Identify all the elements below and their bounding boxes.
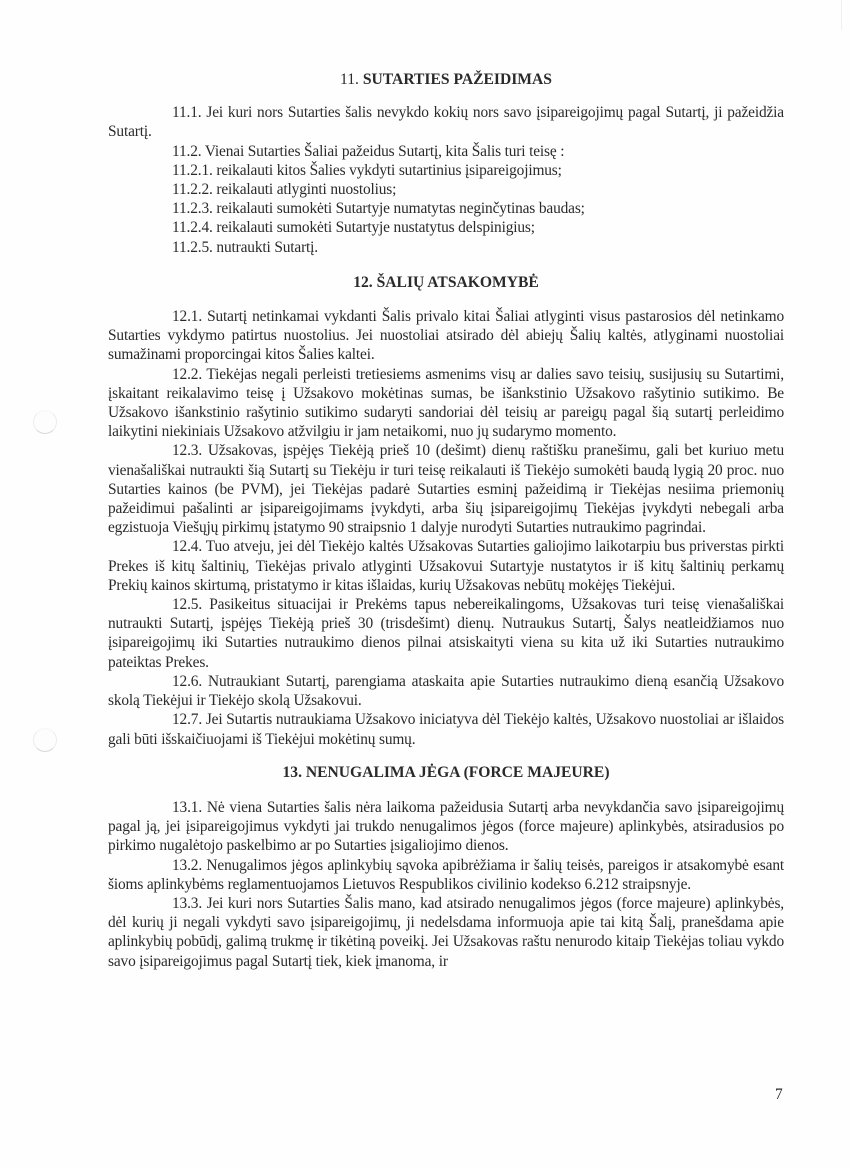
clause-12-2: 12.2. Tiekėjas negali perleisti tretiesiems asmenims visų ar dalies savo teisių, susijusių su Sutartimi, įskaitant reikalavimo teisę į Užsakovo mokėtinas sumas, be išankstinio Užsakovo rašytinio sutikimo. Be Užsakovo išankstinio rašytinio sutikimo sudaryti sandoriai dėl teisių ar pareigų pagal šią sutartį perleidimo laikytini niekiniais Užsakovo atžvilgiu ir jam netaikomi, nuo jų sudarymo momento. xyxy=(108,365,784,441)
clause-11-2-5: 11.2.5. nutraukti Sutartį. xyxy=(172,238,319,256)
section-heading xyxy=(108,763,784,782)
clause-11-2-3: 11.2.3. reikalauti sumokėti Sutartyje numatytas neginčytinas baudas; xyxy=(172,200,585,218)
punch-hole-mark xyxy=(33,728,57,752)
clause-13-2: 13.2. Nenugalimos jėgos aplinkybių sąvoka apibrėžiama ir šalių teisės, pareigos ir atsakomybė esant šioms aplinkybėms reglamentuojamos Lietuvos Respublikos civilinio kodekso 6.212 straipsnyje. xyxy=(108,856,784,893)
section-12 xyxy=(108,273,784,749)
clause-12-3: 12.3. Užsakovas, įspėjęs Tiekėją prieš 10 (dešimt) dienų raštišku pranešimu, gali bet kuriuo metu vienašališkai nutraukti šią Sutartį su Tiekėju ir turi teisę reikalauti iš Tiekėjo sumokėti baudą lygią 20 proc. nuo Sutarties kainos (be PVM), jei Tiekėjas padarė Sutarties esminį pažeidimą ir Tiekėjas nesiima priemonių pažeidimui pašalinti ar įsipareigojimams įvykdyti, arba šių įsipareigojimų Tiekėjas įvykdyti nebegali arba egzistuoja Viešųjų pirkimų įstatymo 90 straipsnio 1 dalyje nurodyti Sutarties nutraukimo pagrindai. xyxy=(108,442,784,537)
clause-11-1: 11.1. Jei kuri nors Sutarties šalis nevykdo kokių nors savo įsipareigojimų pagal Sutartį, ji pažeidžia Sutartį. xyxy=(108,104,784,141)
punch-hole-mark xyxy=(33,410,57,434)
clause-12-5: 12.5. Pasikeitus situacijai ir Prekėms tapus nebereikalingoms, Užsakovas turi teisę vienašališkai nutraukti Sutartį, įspėjęs Tiekėją prieš 30 (trisdešimt) dienų. Nutraukus Sutartį, Šalys neatleidžiamos nuo įsipareigojimų iki Sutarties nutraukimo dienos pilnai atsiskaityti viena su kita už iki Sutarties nutraukimo pateiktas Prekes. xyxy=(108,596,784,671)
page-number: 7 xyxy=(775,1086,783,1103)
clause-11-2-2: 11.2.2. reikalauti atlyginti nuostolius; xyxy=(172,181,397,199)
clause-11-2: 11.2. Vienai Sutarties Šaliai pažeidus Sutartį, kita Šalis turi teisę : xyxy=(172,142,565,160)
section-title: SUTARTIES PAŽEIDIMAS xyxy=(362,71,552,88)
clause-12-6: 12.6. Nutraukiant Sutartį, parengiama ataskaita apie Sutarties nutraukimo dieną esančią Užsakovo skolą Tiekėjui ir Tiekėjo skolą Užsakovui. xyxy=(108,672,784,710)
section-11 xyxy=(108,70,784,257)
section-title: NENUGALIMA JĖGA (FORCE MAJEURE) xyxy=(305,763,610,781)
section-heading xyxy=(108,273,784,292)
section-number: 13. xyxy=(282,763,302,781)
clause-12-1: 12.1. Sutartį netinkamai vykdanti Šalis privalo kitai Šaliai atlyginti visus pastarosios dėl netinkamo Sutarties vykdymo patirtus nuostolius. Jei nuostoliai atsirado dėl abiejų Šalių kaltės, atlyginami nuostoliai sumažinami proporcingai kitos Šalies kaltei. xyxy=(108,308,784,364)
section-13 xyxy=(108,763,784,971)
section-heading xyxy=(108,70,784,89)
clause-12-7: 12.7. Jei Sutartis nutraukiama Užsakovo iniciatyva dėl Tiekėjo kaltės, Užsakovo nuostoliai ar išlaidos gali būti išskaičiuojami iš Tiekėjui mokėtinų sumų. xyxy=(108,711,784,748)
section-number: 11. xyxy=(340,71,359,88)
section-number: 12. xyxy=(353,273,373,291)
clause-12-4: 12.4. Tuo atveju, jei dėl Tiekėjo kaltės Užsakovas Sutarties galiojimo laikotarpiu bus priverstas pirkti Prekes iš kitų šaltinių, Tiekėjas privalo atlyginti Užsakovui Sutartyje nustatytos ir iš kitų šaltinių perkamų Prekių kainos skirtumą, pristatymo ir kitas išlaidas, kurių Užsakovas nebūtų mokėjęs Tiekėjui. xyxy=(108,538,784,594)
section-title: ŠALIŲ ATSAKOMYBĖ xyxy=(376,273,539,291)
clause-11-2-4: 11.2.4. reikalauti sumokėti Sutartyje nustatytus delspinigius; xyxy=(172,219,535,237)
clause-13-1: 13.1. Nė viena Sutarties šalis nėra laikoma pažeidusia Sutartį arba nevykdančia savo įsipareigojimų pagal ją, jei įsipareigojimus vykdyti jai trukdo nenugalimos jėgos (force majeure) aplinkybės, atsiradusios po pirkimo nugalėtojo paskelbimo ar po Sutarties įsigaliojimo dienos. xyxy=(108,798,784,855)
clause-13-3: 13.3. Jei kuri nors Sutarties Šalis mano, kad atsirado nenugalimos jėgos (force majeure) aplinkybės, dėl kurių ji negali vykdyti savo įsipareigojimų, ji nedelsdama informuoja apie tai kitą Šalį, pranešdama apie aplinkybių pobūdį, galimą trukmę ir tikėtiną poveikį. Jei Užsakovas raštu nenurodo kitaip Tiekėjas toliau vykdo savo įsipareigojimus pagal Sutartį tiek, kiek įmanoma, ir xyxy=(108,894,784,970)
scan-edge-mark xyxy=(841,0,842,30)
document-body xyxy=(108,70,784,971)
clause-11-2-1: 11.2.1. reikalauti kitos Šalies vykdyti sutartinius įsipareigojimus; xyxy=(172,161,562,179)
